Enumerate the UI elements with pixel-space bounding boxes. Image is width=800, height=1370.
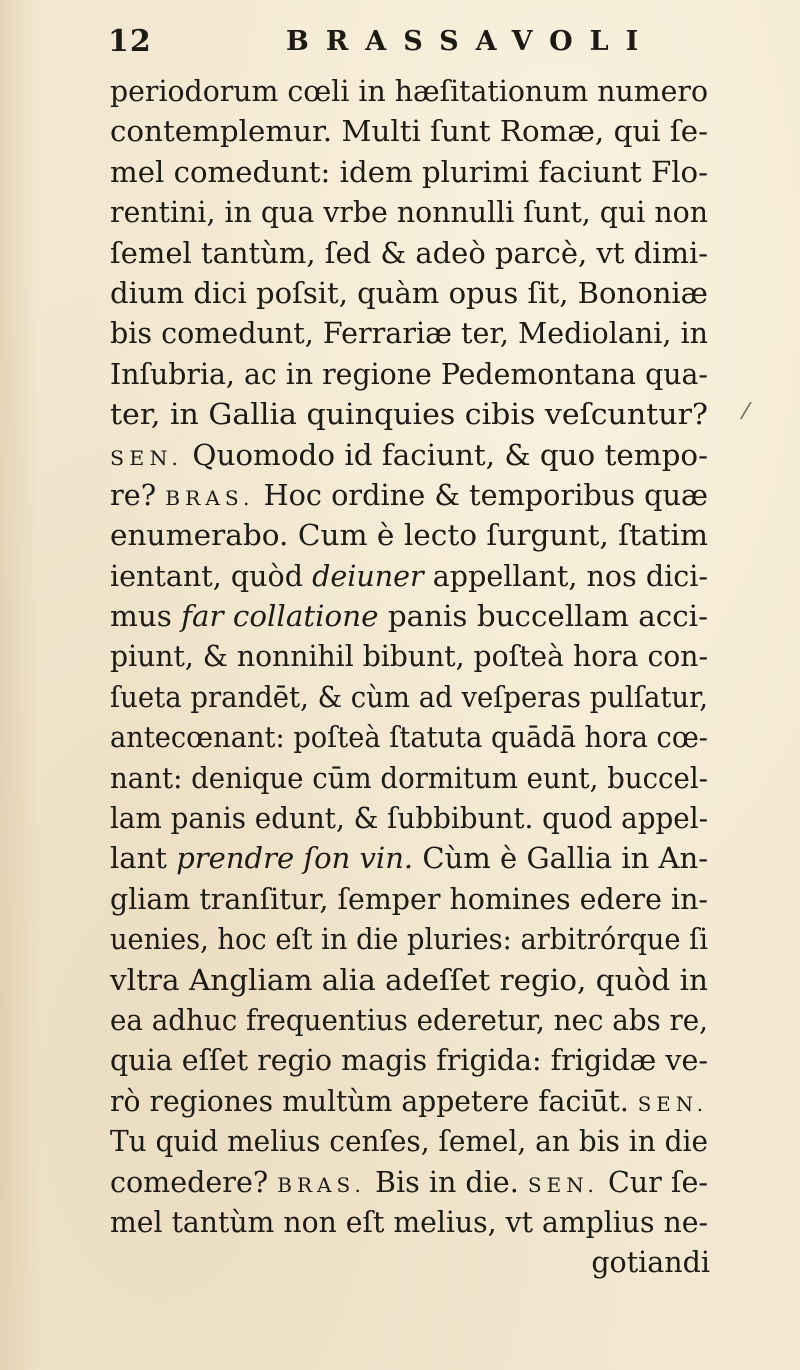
running-head: BRASSAVOLI — [286, 26, 656, 57]
text-line — [110, 1082, 710, 1122]
page-header — [108, 24, 708, 64]
text-line — [110, 880, 710, 920]
speaker-label: SEN. — [527, 1172, 599, 1197]
text-segment: ſueta prandēt, & cùm ad veſperas pulſatur, — [110, 680, 708, 714]
italic-phrase: deiuner — [312, 559, 424, 593]
speaker-label: SEN. — [637, 1091, 708, 1116]
speaker-label: BRAS. — [165, 485, 255, 510]
text-line — [110, 516, 710, 556]
text-line — [110, 274, 710, 314]
text-line — [110, 1163, 710, 1203]
text-segment: periodorum cœli in hæſitationum numero — [110, 75, 708, 108]
text-line — [110, 678, 710, 718]
text-segment: mel tantùm non eſt melius, vt amplius ne- — [110, 1205, 708, 1239]
text-segment: ea adhuc frequentius ederetur, nec abs re, — [110, 1003, 708, 1037]
text-line — [110, 839, 710, 879]
italic-phrase: prendre ſon vin. — [176, 842, 414, 876]
text-segment: uenies, hoc eſt in die pluries: arbitrórque ſi — [110, 923, 708, 957]
text-line — [110, 476, 710, 516]
text-line — [110, 1001, 710, 1041]
text-segment: rentini, in qua vrbe nonnulli ſunt, qui non — [110, 196, 708, 230]
text-segment: Quomodo id faciunt, & quo tempo- — [183, 438, 708, 472]
text-segment: bis comedunt, Ferrariæ ter, Mediolani, in — [110, 317, 708, 351]
text-segment: lant — [110, 842, 177, 876]
catchword-line — [110, 1243, 710, 1283]
text-segment: panis buccellam acci- — [378, 600, 708, 634]
italic-phrase: far collatione — [181, 600, 379, 634]
text-segment: comedere? — [110, 1165, 278, 1199]
speaker-label: SEN. — [110, 445, 184, 470]
text-segment: Cur ſe- — [598, 1165, 708, 1199]
text-segment: Bis in die. — [365, 1165, 528, 1199]
text-segment: quia eſſet regio magis frigida: frigidæ ve- — [110, 1044, 708, 1078]
text-line — [110, 1203, 710, 1243]
text-line — [110, 759, 710, 799]
text-line — [110, 920, 710, 960]
text-line — [110, 718, 710, 758]
text-segment: enumerabo. Cum è lecto ſurgunt, ſtatim — [110, 519, 708, 553]
text-line — [110, 436, 710, 476]
text-segment: appellant, nos dici- — [423, 559, 709, 593]
text-segment: piunt, & nonnihil bibunt, poſteà hora con- — [110, 640, 708, 674]
text-segment: mus — [110, 600, 182, 634]
text-segment: lam panis edunt, & ſubbibunt. quod appel- — [110, 802, 708, 836]
speaker-label: BRAS. — [277, 1172, 366, 1197]
text-segment: antecœnant: poſteà ſtatuta quādā hora cœ- — [110, 721, 708, 755]
catchword: gotiandi — [591, 1246, 710, 1280]
text-line — [110, 314, 710, 354]
text-segment: ientant, quòd — [110, 559, 313, 593]
text-line — [110, 395, 710, 435]
text-line — [110, 597, 710, 637]
text-segment: rò regiones multùm appetere faciūt. — [110, 1084, 638, 1118]
text-segment: mel comedunt: idem plurimi faciunt Flo- — [110, 155, 708, 189]
text-line — [110, 961, 710, 1001]
text-segment: vltra Angliam alia adeſſet regio, quòd in — [110, 963, 708, 997]
text-line — [110, 234, 710, 274]
text-segment: Hoc ordine & temporibus quæ — [254, 478, 708, 512]
text-line — [110, 355, 710, 395]
text-line — [110, 112, 710, 152]
text-line — [110, 1122, 710, 1162]
text-segment: Tu quid melius cenſes, ſemel, an bis in die — [110, 1125, 708, 1159]
text-segment: gliam tranſitur, ſemper homines edere in- — [110, 882, 708, 916]
text-segment: nant: denique cūm dormitum eunt, buccel- — [110, 761, 708, 795]
text-segment: contemplemur. Multi ſunt Romæ, qui ſe- — [110, 115, 708, 149]
text-segment: dium dici poſsit, quàm opus ſit, Bononiæ — [110, 276, 708, 310]
text-line — [110, 1041, 710, 1081]
text-segment: re? — [110, 478, 166, 512]
text-segment: Inſubria, ac in regione Pedemontana qua- — [110, 357, 708, 391]
text-line — [110, 153, 710, 193]
text-segment: ſemel tantùm, ſed & adeò parcè, vt dimi- — [110, 236, 708, 270]
text-segment: Cùm è Gallia in An- — [413, 842, 708, 876]
text-block — [110, 72, 710, 1284]
text-line — [110, 637, 710, 677]
text-segment: ter, in Gallia quinquies cibis veſcuntur? — [110, 398, 708, 432]
margin-tick-mark: ⁄ — [744, 400, 748, 425]
text-line — [110, 799, 710, 839]
text-line — [110, 193, 710, 233]
text-line — [110, 72, 710, 112]
folio-number: 12 — [108, 24, 152, 59]
text-line — [110, 557, 710, 597]
